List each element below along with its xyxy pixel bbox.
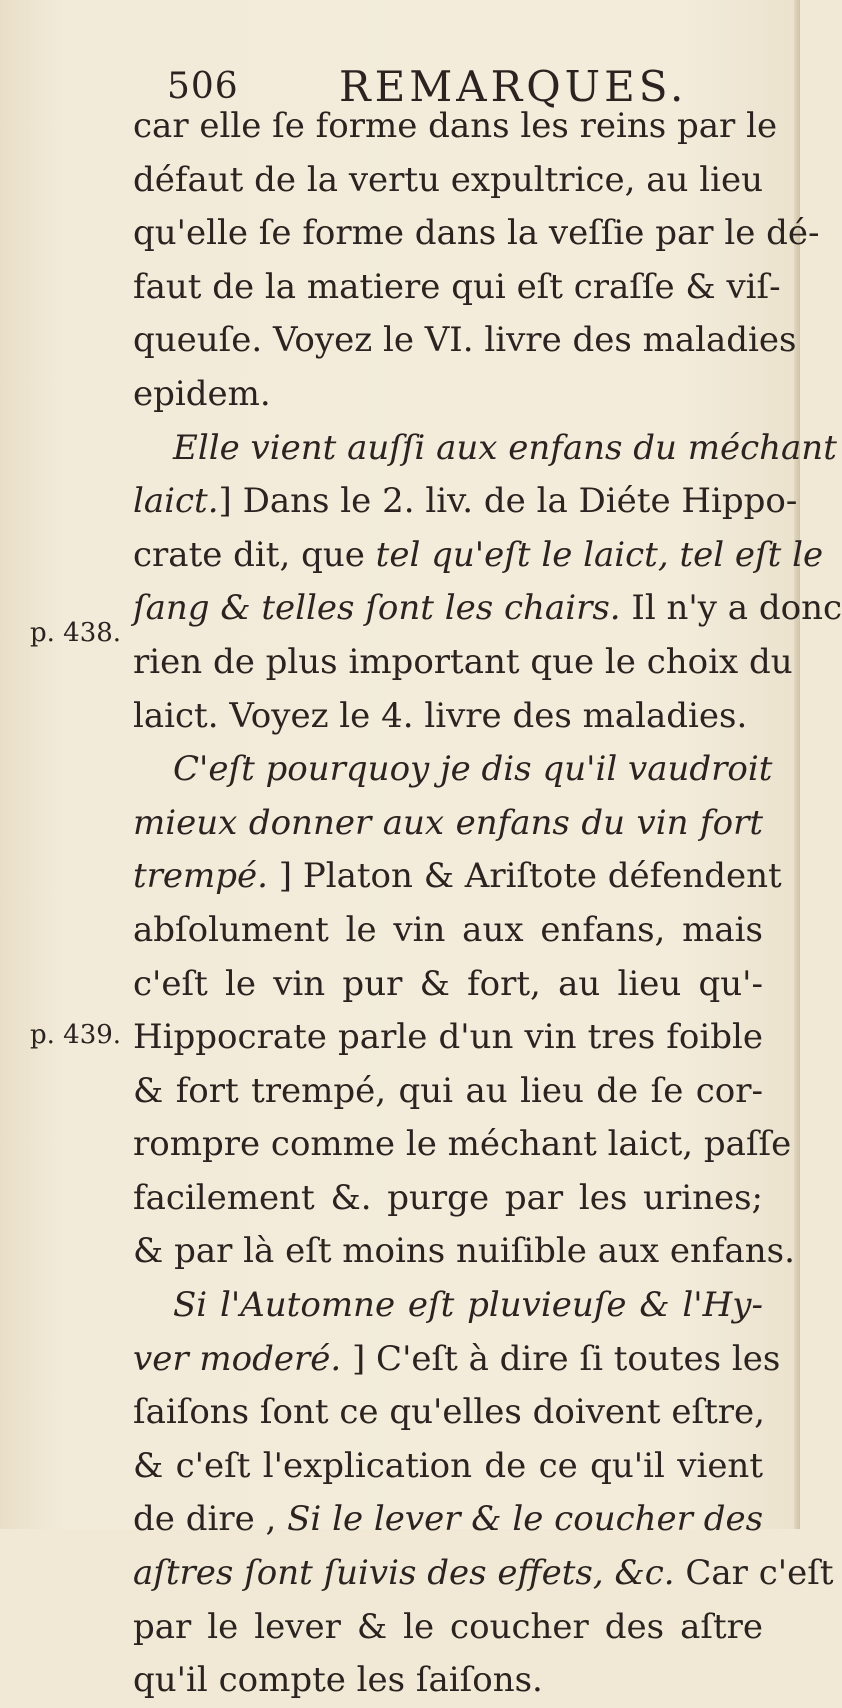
lemma-line: Si l'Automne eſt pluvieuſe & l'Hy- [173,1285,763,1326]
margin-note-page-ref: p. 439. [30,1020,122,1050]
text-line: par le lever & le coucher des aſtre [133,1606,763,1647]
text-line: abſolument le vin aux enfans, mais [133,909,763,950]
text-line: de dire , Si le lever & le coucher des [133,1499,764,1540]
text-line: c'eſt le vin pur & fort, au lieu qu'- [133,963,763,1004]
text-line: car elle ſe forme dans les reins par le [133,106,778,146]
page-number: 506 [167,66,239,107]
text-line: rien de plus important que le choix du [133,641,793,682]
text-line: rompre comme le méchant laict, paſſe [133,1124,792,1165]
margin-note-page-ref: p. 438. [30,618,122,648]
lemma-line: C'eſt pourquoy je dis qu'il vaudroit [173,749,773,790]
text-line: mieux donner aux enfans du vin fort [133,802,763,843]
text-line: qu'il compte les ſaiſons. [133,1660,543,1701]
text-line: facilement &. purge par les urines; [133,1177,763,1218]
text-line: trempé. ] Platon & Ariſtote défendent [133,856,782,897]
running-title: REMARQUES. [339,62,688,111]
text-line: aſtres ſont ſuivis des effets, &c. Car c'eſt [133,1553,834,1594]
text-line: crate dit, que tel qu'eſt le laict, tel eſt le [133,534,824,575]
body-text [133,100,842,1708]
text-line: laict.] Dans le 2. liv. de la Diéte Hippo- [133,481,798,522]
text-line: ſang & telles ſont les chairs. Il n'y a donc [133,588,842,629]
text-line: & c'eſt l'explication de ce qu'il vient [133,1445,763,1486]
text-line: & fort trempé, qui au lieu de ſe cor- [133,1070,763,1111]
lemma-line: Elle vient auſſi aux enfans du méchant [173,427,837,468]
text-line: epidem. [133,373,271,414]
text-line: laict. Voyez le 4. livre des maladies. [133,695,748,736]
text-line: ſaiſons ſont ce qu'elles doivent eſtre, [133,1392,765,1433]
text-line: Hippocrate parle d'un vin tres foible [133,1017,763,1058]
text-line: ver moderé. ] C'eſt à dire ſi toutes les [133,1338,781,1379]
text-line: faut de la matiere qui eſt craſſe & viſ- [133,266,781,307]
text-line: & par là eſt moins nuiſible aux enfans. [133,1231,795,1272]
text-line: défaut de la vertu expultrice, au lieu [133,159,763,200]
text-line: queuſe. Voyez le VI. livre des maladies [133,320,797,361]
text-line: qu'elle ſe forme dans la veſſie par le dé- [133,213,820,254]
